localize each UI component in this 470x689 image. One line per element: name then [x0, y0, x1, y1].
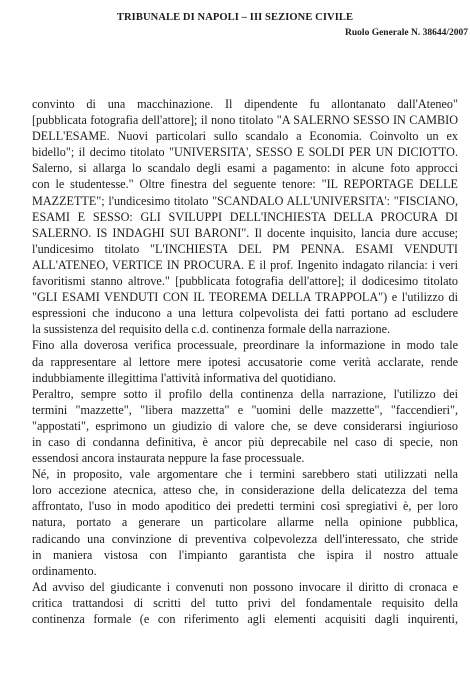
text-line: loro accezione atecnica, atteso che, in considerazione della delicatezza del tema — [32, 483, 458, 498]
text-line: continenza formale (e con riferimento agli elementi acquisiti dagli inquirenti, — [32, 612, 458, 626]
text-line: in maniera vistosa con l'impianto garantista che ispira il nostro attuale — [32, 547, 458, 562]
text-line: DELL'ESAME. Nuovi particolari sullo scandalo a Economia. Coinvolto un ex — [32, 129, 458, 144]
text-line: Ad avviso del giudicante i convenuti non possono invocare il diritto di cronaca e — [32, 579, 458, 594]
text-line: con le studentesse." Oltre finestra del seguente tenore: "IL REPORTAGE DELLE — [32, 177, 458, 192]
text-line: critica trattandosi di scritti del tutto privi del fondamentale requisito della — [32, 595, 458, 610]
text-line: Fino alla doverosa verifica processuale, preordinare la informazione in modo tale — [32, 338, 458, 353]
text-line: Né, in proposito, vale argomentare che i termini sarebbero stati utilizzati nella — [32, 467, 458, 482]
text-line: la sussistenza del requisito della c.d. continenza formale della narrazione. — [32, 322, 391, 337]
text-line: espressioni che inducono a una lettura colpevolista dei fatti portano ad escludere — [32, 306, 458, 321]
court-header-title: TRIBUNALE DI NAPOLI – III SEZIONE CIVILE — [116, 12, 354, 23]
text-line: termini "mazzette", "libera mazzetta" e "uomini delle mazzette", "faccendieri", — [32, 402, 458, 417]
text-line: ALL'ATENEO, VERTICE IN PROCURA. E il prof. Ingenito indagato rilancia: i veri — [32, 257, 458, 272]
text-line: radicando una convinzione di preventiva colpevolezza dell'interessato, che stride — [32, 531, 458, 546]
text-line: "GLI ESAMI VENDUTI CON IL TEOREMA DELLA TRAPPOLA") e l'utilizzo di — [32, 290, 458, 305]
text-line: ordinamento. — [32, 563, 97, 578]
document-body — [32, 96, 458, 627]
text-line: SALERNO. IS INDAGHI SUI BARONI". Il docente inquisito, lancia dure accuse; — [32, 225, 458, 240]
text-line: ESAMI E SESSO: GLI SVILUPPI DELL'INCHIESTA DELLA PROCURA DI — [32, 209, 458, 224]
text-line: l'undicesimo titolato "L'INCHIESTA DEL PM PENNA. ESAMI VENDUTI — [32, 241, 458, 256]
text-line: Salerno, si allarga lo scandalo degli esami a pagamento: in alcune foto approcci — [32, 161, 458, 176]
text-line: convinto di una macchinazione. Il dipendente fu allontanato dall'Ateneo" — [32, 97, 458, 111]
text-line: affrontato, l'uso in modo apoditico dei predetti termini così spregiativi è, per loro — [32, 499, 458, 514]
text-line: Peraltro, sempre sotto il profilo della continenza della narrazione, l'utilizzo dei — [32, 386, 458, 401]
text-line: favoritismi stanno altrove." [pubblicata fotografia dell'attore]; il dodicesimo titolato — [32, 274, 458, 289]
text-line: natura, portato a generare un particolare allarme nella opinione pubblica, — [32, 515, 458, 530]
case-number: Ruolo Generale N. 38644/2007 — [345, 28, 468, 38]
text-line: bidello"; il decimo titolato "UNIVERSITA', SESSO E SOLDI PER UN DICIOTTO. — [32, 145, 458, 160]
text-line: [pubblicata fotografia dell'attore]; il nono titolato "A SALERNO SESSO IN CAMBIO — [32, 113, 458, 128]
text-line: indubbiamente illegittima l'attività informativa del quotidiano. — [32, 370, 337, 385]
text-line: "appostati", esprimono un giudizio di valore che, se deve considerarsi ingiurioso — [32, 418, 458, 433]
text-line: essendosi ancora instaurata neppure la fase processuale. — [32, 451, 305, 466]
text-line: MAZZETTE"; l'undicesimo titolato "SCANDALO ALL'UNIVERSITA': "FISCIANO, — [32, 193, 458, 208]
text-line: in caso di condanna definitiva, è ancor più deprecabile nel caso di specie, non — [32, 434, 458, 449]
text-line: da rappresentare al lettore mere ipotesi accusatorie come verità acclarate, rende — [32, 354, 458, 369]
